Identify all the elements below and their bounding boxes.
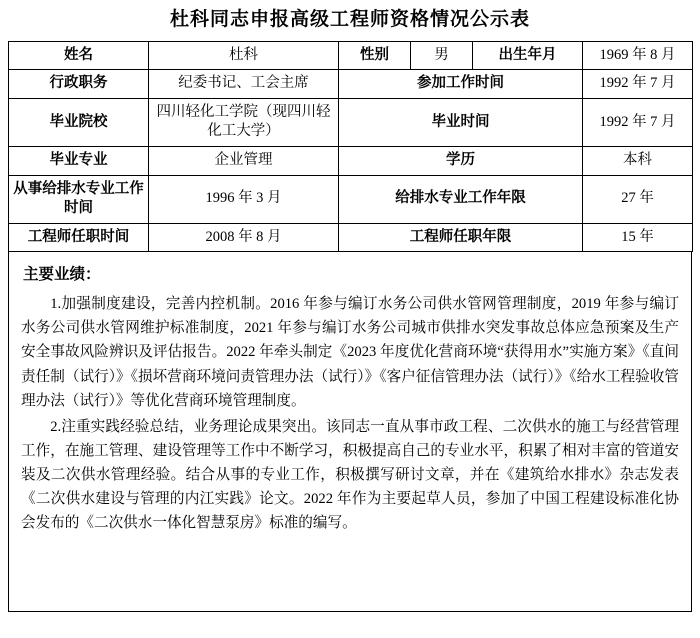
field-label-birth: 出生年月 [473,41,583,70]
applicant-info-table [8,41,693,253]
field-label-name: 姓名 [9,41,149,70]
merits-paragraph-1: 1.加强制度建设，完善内控机制。2016 年参与编订水务公司供水管网管理制度，2019 年参与编订水务公司供水管网维护标准制度，2021 年参与编订水务公司城市供排水突发事故总体应急预案及生产安全事故风险辨识及评估报告。2022 年牵头制定《2023 年度优化营商环境“获得用水”实施方案》《直间责任制（试行）》《损坏营商环境问责管理办法（试行）》《客户征信管理办法（试行）》《给水工程验收管理办法（试行）》等优化营商环境管理制度。 [21,296,679,409]
field-value-engineer-years: 15 年 [583,223,693,252]
field-label-ws-years: 给排水专业工作年限 [339,175,583,223]
field-value-engineer-since: 2008 年 8 月 [149,223,339,252]
table-row [9,223,693,252]
field-value-ws-start: 1996 年 3 月 [149,175,339,223]
field-value-name: 杜科 [149,41,339,70]
field-value-position: 纪委书记、工会主席 [149,70,339,99]
table-row [9,70,693,99]
field-value-major: 企业管理 [149,147,339,176]
table-row [9,147,693,176]
field-label-education: 学历 [339,147,583,176]
field-value-ws-years: 27 年 [583,175,693,223]
field-value-education: 本科 [583,147,693,176]
field-label-work-start: 参加工作时间 [339,70,583,99]
table-row [9,175,693,223]
field-label-engineer-since: 工程师任职时间 [9,223,149,252]
field-value-gender: 男 [411,41,473,70]
page-title: 杜科同志申报高级工程师资格情况公示表 [169,9,530,30]
field-label-gender: 性别 [339,41,411,70]
merits-paragraph-2: 2.注重实践经验总结，业务理论成果突出。该同志一直从事市政工程、二次供水的施工与经营管理工作，在施工管理、建设管理等工作中不断学习，积极提高自己的专业水平，积累了相对丰富的管道安装及二次供水管理经验。结合从事的专业工作，积极撰写研讨文章，并在《建筑给水排水》杂志发表《二次供水建设与管理的内江实践》论文。2022 年作为主要起草人员，参加了中国工程建设标准化协会发布的《二次供水一体化智慧泵房》标准的编写。 [21,418,679,531]
merits-heading: 主要业绩： [23,266,101,284]
field-value-school: 四川轻化工学院（现四川轻化工大学） [149,98,339,146]
field-value-work-start: 1992 年 7 月 [583,70,693,99]
field-label-school: 毕业院校 [9,98,149,146]
field-label-position: 行政职务 [9,70,149,99]
field-value-graduation-date: 1992 年 7 月 [583,98,693,146]
table-row [9,41,693,70]
field-label-ws-start: 从事给排水专业工作时间 [9,175,149,223]
field-label-engineer-years: 工程师任职年限 [339,223,583,252]
field-label-graduation-date: 毕业时间 [339,98,583,146]
field-label-major: 毕业专业 [9,147,149,176]
merits-section [8,252,692,612]
field-value-birth: 1969 年 8 月 [583,41,693,70]
table-row [9,98,693,146]
